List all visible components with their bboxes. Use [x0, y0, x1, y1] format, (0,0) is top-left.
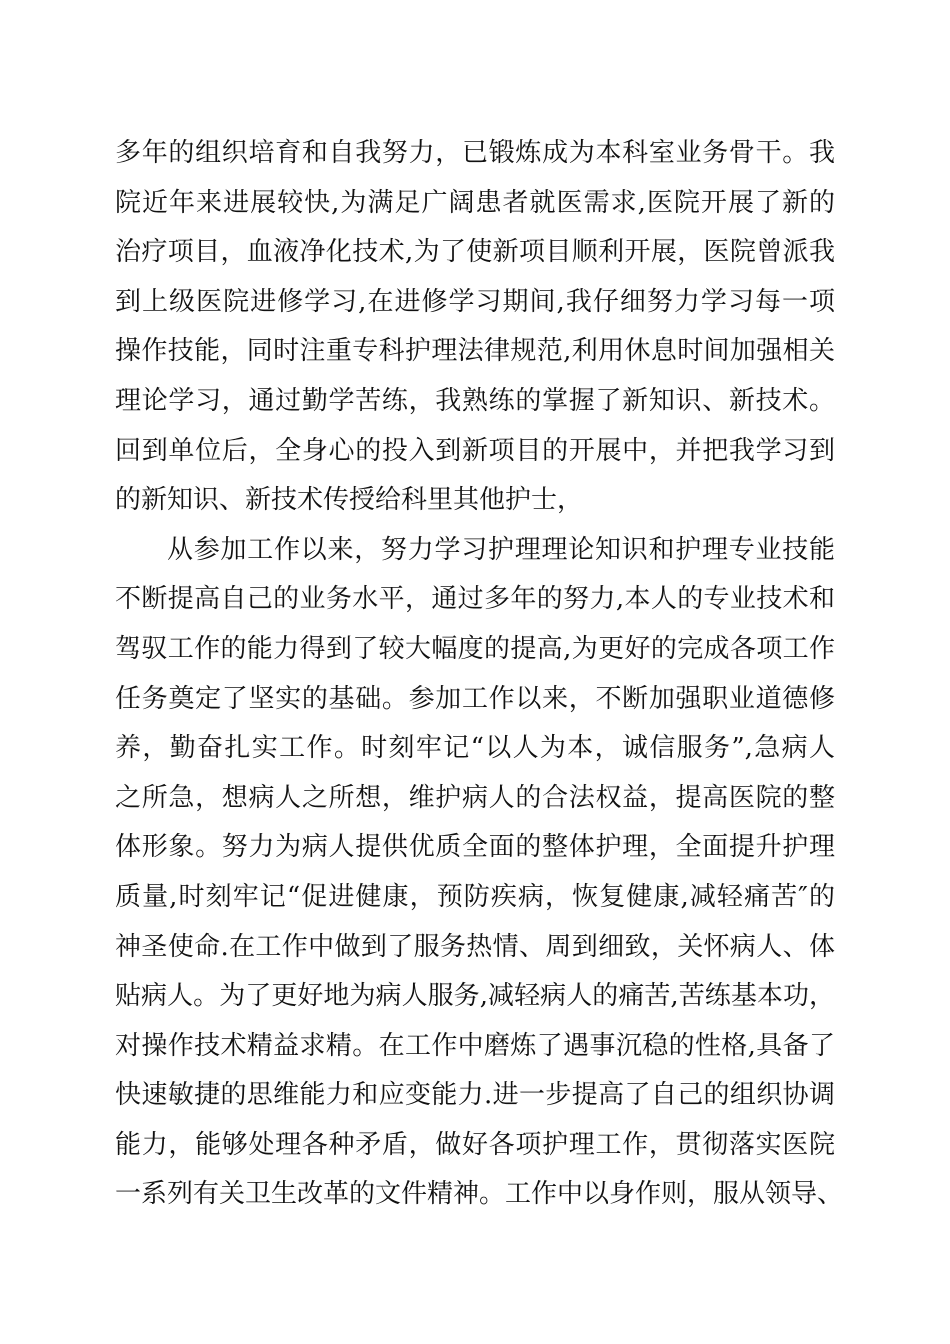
paragraph-1	[115, 129, 835, 526]
paragraph-line: 神圣使命.在工作中做到了服务热情、周到细致，关怀病人、体	[115, 931, 835, 962]
paragraph-line: 从参加工作以来，努力学习护理理论知识和护理专业技能	[167, 534, 835, 565]
paragraph-line: 院近年来进展较快,为满足广阔患者就医需求,医院开展了新的	[115, 187, 835, 218]
paragraph-line: 养，勤奋扎实工作。时刻牢记“以人为本，诚信服务”,急病人	[115, 733, 835, 764]
paragraph-line: 任务奠定了坚实的基础。参加工作以来，不断加强职业道德修	[115, 683, 835, 714]
document-body	[115, 129, 844, 1220]
paragraph-line: 回到单位后，全身心的投入到新项目的开展中，并把我学习到	[115, 435, 835, 466]
paragraph-line: 治疗项目，血液净化技术,为了使新项目顺利开展，医院曾派我	[115, 237, 835, 268]
paragraph-2	[115, 526, 844, 1220]
paragraph-line: 质量,时刻牢记“促进健康，预防疾病，恢复健康,减轻痛苦″的	[115, 881, 835, 912]
paragraph-line: 到上级医院进修学习,在进修学习期间,我仔细努力学习每一项	[115, 286, 835, 317]
paragraph-line: 对操作技术精益求精。在工作中磨炼了遇事沉稳的性格,具备了	[115, 1030, 835, 1061]
paragraph-line: 体形象。努力为病人提供优质全面的整体护理，全面提升护理	[115, 832, 835, 863]
paragraph-line: 之所急，想病人之所想，维护病人的合法权益，提高医院的整	[115, 782, 835, 813]
paragraph-line: 理论学习，通过勤学苦练，我熟练的掌握了新知识、新技术。	[115, 385, 835, 416]
paragraph-line: 不断提高自己的业务水平，通过多年的努力,本人的专业技术和	[115, 584, 835, 615]
paragraph-line: 多年的组织培育和自我努力，已锻炼成为本科室业务骨干。我	[115, 138, 835, 168]
paragraph-line: 一系列有关卫生改革的文件精神。工作中以身作则，服从领导、	[115, 1179, 844, 1210]
paragraph-line: 操作技能，同时注重专科护理法律规范,利用休息时间加强相关	[115, 336, 835, 367]
paragraph-line: 贴病人。为了更好地为病人服务,减轻病人的痛苦,苦练基本功，	[115, 981, 835, 1012]
paragraph-line: 快速敏捷的思维能力和应变能力.进一步提高了自己的组织协调	[115, 1080, 835, 1111]
paragraph-line: 的新知识、新技术传授给科里其他护士，	[115, 485, 584, 516]
paragraph-line: 驾驭工作的能力得到了较大幅度的提高,为更好的完成各项工作	[115, 633, 835, 664]
paragraph-line: 能力，能够处理各种矛盾，做好各项护理工作，贯彻落实医院	[115, 1129, 835, 1160]
